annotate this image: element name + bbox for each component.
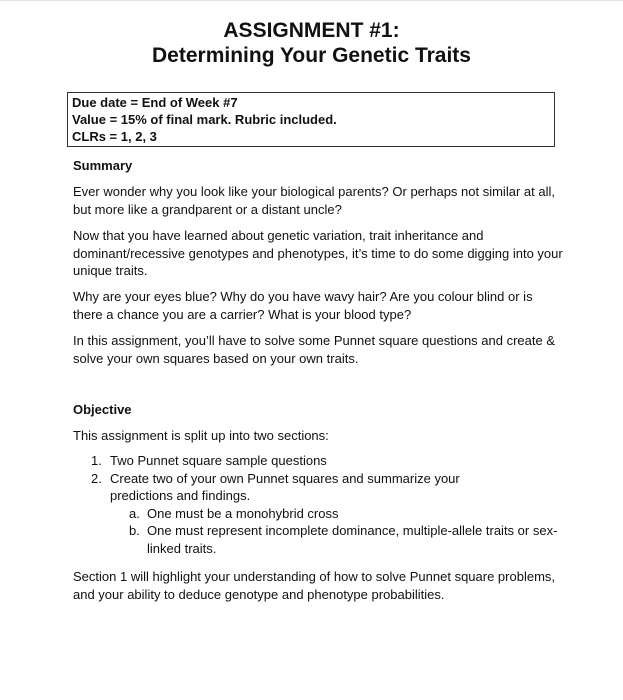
summary-paragraph-1: Ever wonder why you look like your biological parents? Or perhaps not similar at all, but more like a grandparent or a distant uncle? xyxy=(73,184,555,217)
objective-intro: This assignment is split up into two sections: xyxy=(73,428,329,443)
due-date-line: Due date = End of Week #7 xyxy=(72,95,238,110)
objective-list xyxy=(73,452,563,557)
sub-list-item-text: One must be a monohybrid cross xyxy=(147,505,339,521)
sub-list-marker: a. xyxy=(129,505,140,521)
list-item-text: Two Punnet square sample questions xyxy=(110,453,327,468)
list-marker: 2. xyxy=(91,470,102,486)
clrs-line: CLRs = 1, 2, 3 xyxy=(72,129,157,144)
sub-list-item xyxy=(73,505,563,523)
sub-list-item-text: One must represent incomplete dominance, multiple-allele traits or sex-linked traits. xyxy=(147,523,558,556)
summary-heading: Summary xyxy=(73,158,133,173)
list-item xyxy=(73,452,563,470)
assignment-subtitle: Determining Your Genetic Traits xyxy=(152,44,471,67)
summary-paragraph-2: Now that you have learned about genetic variation, trait inheritance and dominant/recessive genotypes and phenotypes, it’s time to do some digging into your unique traits. xyxy=(73,228,563,278)
sub-list-marker: b. xyxy=(129,523,140,538)
list-marker: 1. xyxy=(91,453,102,468)
sub-list-item xyxy=(73,522,563,557)
summary-paragraph-4: In this assignment, you’ll have to solve some Punnet square questions and create & solve your own squares based on your own traits. xyxy=(73,333,556,366)
value-line: Value = 15% of final mark. Rubric included. xyxy=(72,112,337,127)
top-border-line xyxy=(0,0,623,1)
objective-heading: Objective xyxy=(73,402,132,417)
objective-closing-paragraph: Section 1 will highlight your understanding of how to solve Punnet square problems, and your ability to deduce genotype and phenotype probabilities. xyxy=(73,569,556,602)
list-item xyxy=(73,470,563,505)
assignment-title: ASSIGNMENT #1: xyxy=(223,19,400,42)
list-item-text: Create two of your own Punnet squares and summarize your predictions and findings. xyxy=(110,470,460,503)
assignment-info-box xyxy=(67,92,555,147)
summary-paragraph-3: Why are your eyes blue? Why do you have wavy hair? Are you colour blind or is there a chance you are a carrier? What is your blood type? xyxy=(73,289,533,322)
